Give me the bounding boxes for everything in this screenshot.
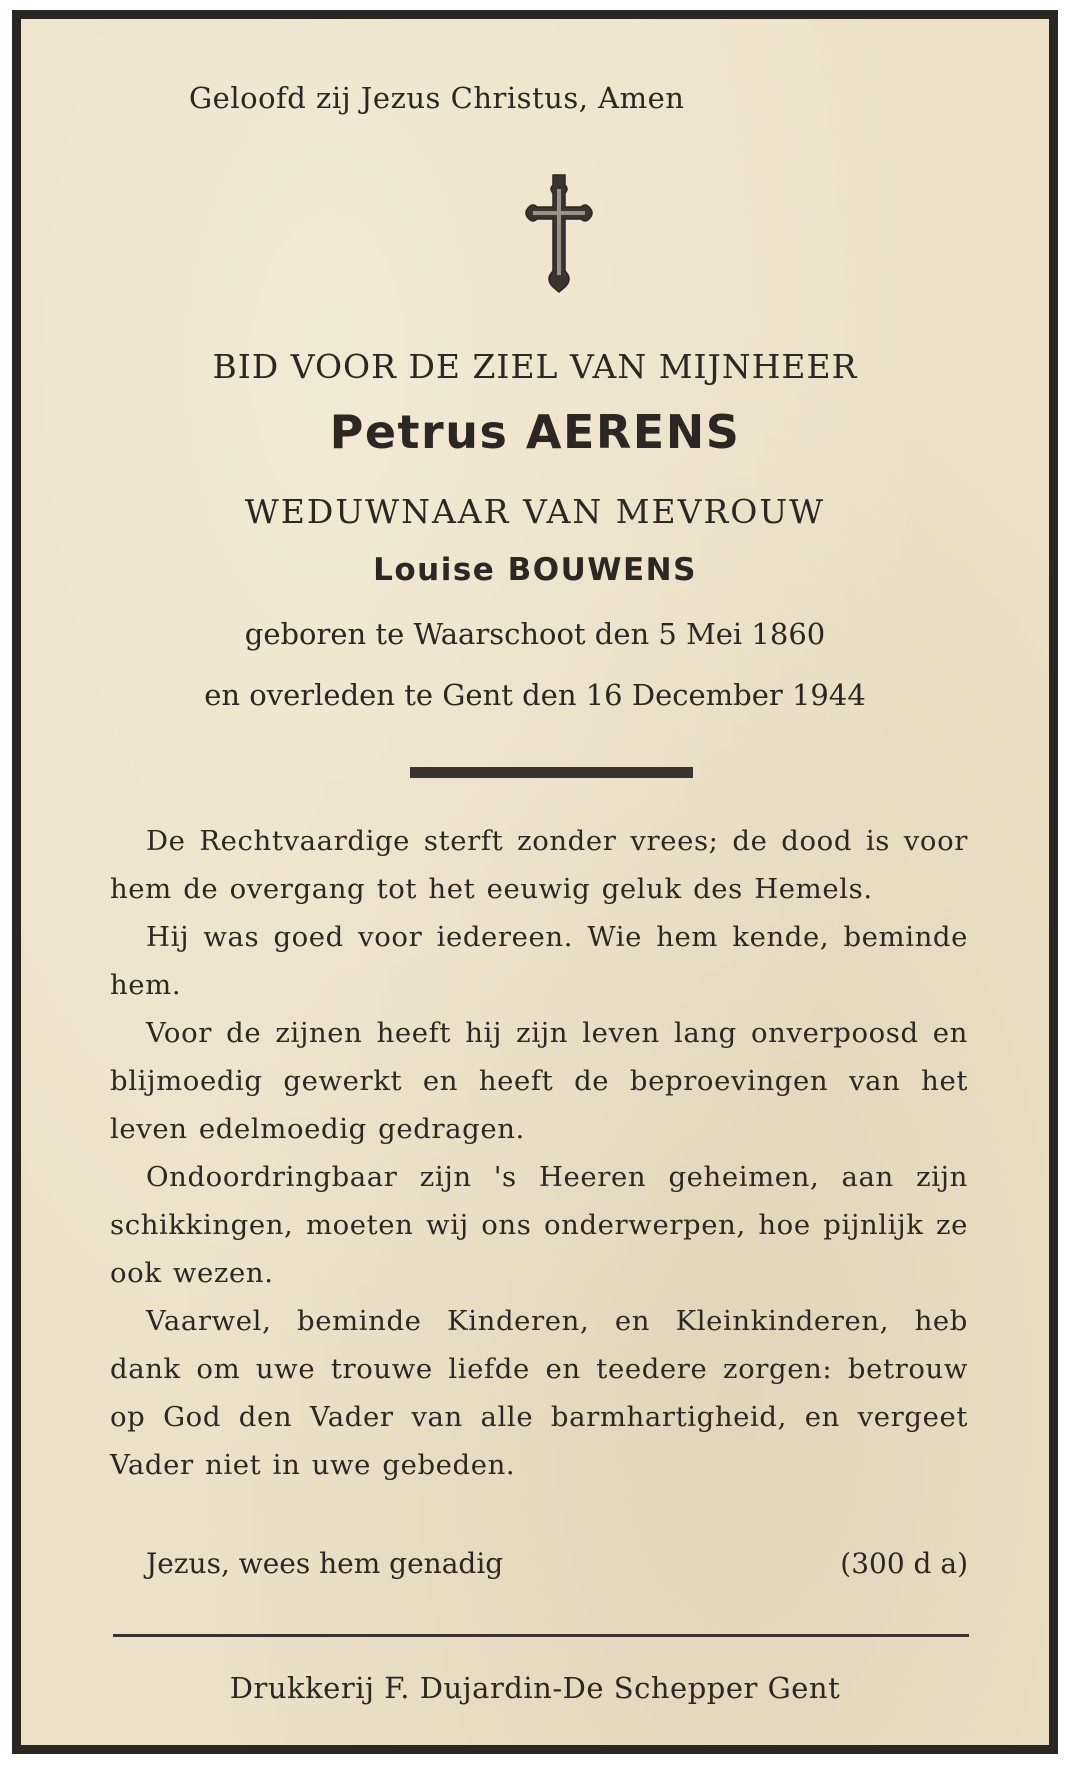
paragraph: Ondoordringbaar zijn 's Heeren geheimen, aan zijn schikkingen, moeten wij ons onderwerpen, hoe pijnlijk ze ook wezen. bbox=[110, 1161, 968, 1289]
paragraph: Vaarwel, beminde Kinderen, en Kleinkinderen, heb dank om uwe trouwe liefde en teedere zorgen: betrouw op God den Vader van alle barmhartigheid, en vergeet Vader niet in uwe gebeden. bbox=[110, 1305, 968, 1481]
memorial-card bbox=[12, 10, 1058, 1754]
printer-credit: Drukkerij F. Dujardin-De Schepper Gent bbox=[229, 1671, 841, 1705]
birth-line: geboren te Waarschoot den 5 Mei 1860 bbox=[244, 617, 826, 651]
death-line: en overleden te Gent den 16 December 1944 bbox=[204, 678, 866, 712]
cross-icon bbox=[519, 171, 599, 293]
deceased-name: Petrus AERENS bbox=[329, 405, 741, 459]
paragraph: De Rechtvaardige sterft zonder vrees; de dood is voor hem de overgang tot het eeuwig geluk des Hemels. bbox=[110, 825, 968, 905]
closing-line bbox=[146, 1547, 968, 1580]
thick-divider bbox=[410, 767, 693, 778]
paragraph: Hij was goed voor iedereen. Wie hem kende, beminde hem. bbox=[110, 921, 968, 1001]
thin-divider bbox=[113, 1634, 969, 1637]
prayer-line: BID VOOR DE ZIEL VAN MIJNHEER bbox=[212, 347, 858, 386]
relation-line: WEDUWNAAR VAN MEVROUW bbox=[244, 492, 826, 531]
invocation-text: Geloofd zij Jezus Christus, Amen bbox=[189, 81, 685, 115]
spouse-name: Louise BOUWENS bbox=[373, 552, 697, 588]
paragraph: Voor de zijnen heeft hij zijn leven lang onverpoosd en blijmoedig gewerkt en heeft de beproevingen van het leven edelmoedig gedragen. bbox=[110, 1017, 968, 1145]
memorial-text bbox=[110, 817, 968, 1489]
closing-prayer: Jezus, wees hem genadig bbox=[146, 1547, 504, 1580]
indulgence-note: (300 d a) bbox=[840, 1547, 968, 1580]
